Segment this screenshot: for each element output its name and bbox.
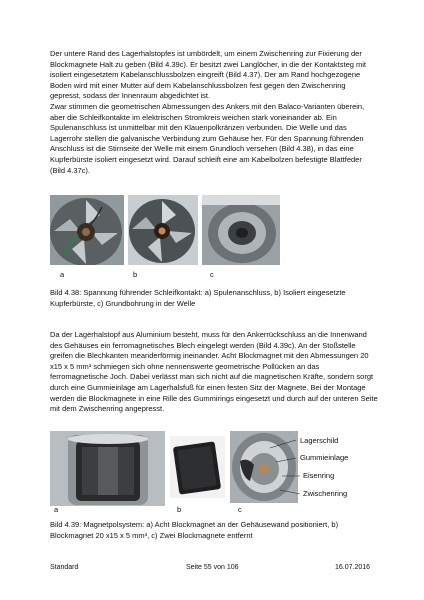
callout-gummieinlage: Gummieinlage (300, 453, 349, 462)
figure-4-39-label-a: a (54, 505, 59, 514)
figure-4-39-caption: Bild 4.39: Magnetpolsystem: a) Acht Blockmagnet an der Gehäusewand positioniert, b) Blockmagnet 20 x15 x 5 mm³, c) Zwei Blockmagnete entfernt (50, 520, 339, 540)
paragraph-rim: Der untere Rand des Lagerhalstopfes ist umbördelt, um einem Zwischenring zur Fixierung der Blockmagnete Halt zu geben (Bild 4.39c). Er besitzt zwei Langlöcher, in die der Kontaktsteg mit isoliert eingesetztem Kabelanschlussbolzen eingreift (Bild 4.37). Der am Rand hochgezogene Boden wird mit einer Mutter auf dem Kabelanschlussbolzen fest gegen den Zwischenring gepresst, sodass der Innenraum abgedichtet ist. (50, 49, 366, 101)
footer-left: Standard (50, 564, 79, 571)
figure-4-39-label-b: b (177, 505, 182, 514)
figure-4-38-caption: Bild 4.38: Spannung führender Schleifkontakt: a) Spulenanschluss, b) Isoliert eingesetzte Kupferbürste, c) Grundbohrung in der Welle (50, 288, 346, 308)
footer-date: 16.07.2016 (335, 564, 371, 571)
callout-zwischenring: Zwischenring (303, 489, 348, 498)
callout-lagerschild: Lagerschild (300, 436, 339, 445)
figure-4-39-label-c: c (238, 505, 242, 514)
callout-eisenring: Eisenring (303, 471, 335, 480)
figure-4-38-label-c: c (210, 270, 214, 279)
figure-4-38-label-b: b (133, 270, 138, 279)
footer-page-number: Seite 55 von 106 (186, 564, 239, 571)
figure-4-38-label-a: a (60, 270, 65, 279)
paragraph-slip-contacts: Zwar stimmen die geometrischen Abmessungen des Ankers mit den Balaco-Varianten überein, aber die Schleifkontakte im elektrischen Stromkreis weichen stark voneinander ab. Ein Spulenanschluss ist unmittelbar mit den Klauenpolkränzen verbunden. Die Welle und das Lagerrohr stellen die galvanische Verbindung zum Gehäuse her. Für den Spannung führenden Anschluss ist die Stirnseite der Welle mit einem Grundloch versehen (Bild 4.38), in das eine Kupferbürste isoliert eingesetzt wird. Darauf schleift eine am Kabelbolzen befestigte Blattfeder (Bild 4.37c). (50, 101, 365, 175)
paragraph-magnet-system: Da der Lagerhalstopf aus Aluminium besteht, muss für den Ankerrückschluss an die Innenwand des Gehäuses ein ferromagnetisches Blech eingelegt werden (Bild 4.39c). An der Stoßstelle greifen die Blechkanten meanderförmig ineinander. Acht Blockmagnet mit den Abmessungen 20 x15 x 5 mm³ schmiegen sich ohne nennenswerte geometrische Pollücken an das ferromagnetische Joch. Dabei verlässt man sich nicht auf die magnetischen Kräfte, sondern sorgt durch eine Gummieinlage am Lagerhalsfuß für einen festen Sitz der Magnete. Bei der Montage werden die Blockmagnete in eine Rille des Gummirings eingesetzt und durch auf der unteren Seite mit dem Zwischenring angepresst. (50, 330, 378, 414)
